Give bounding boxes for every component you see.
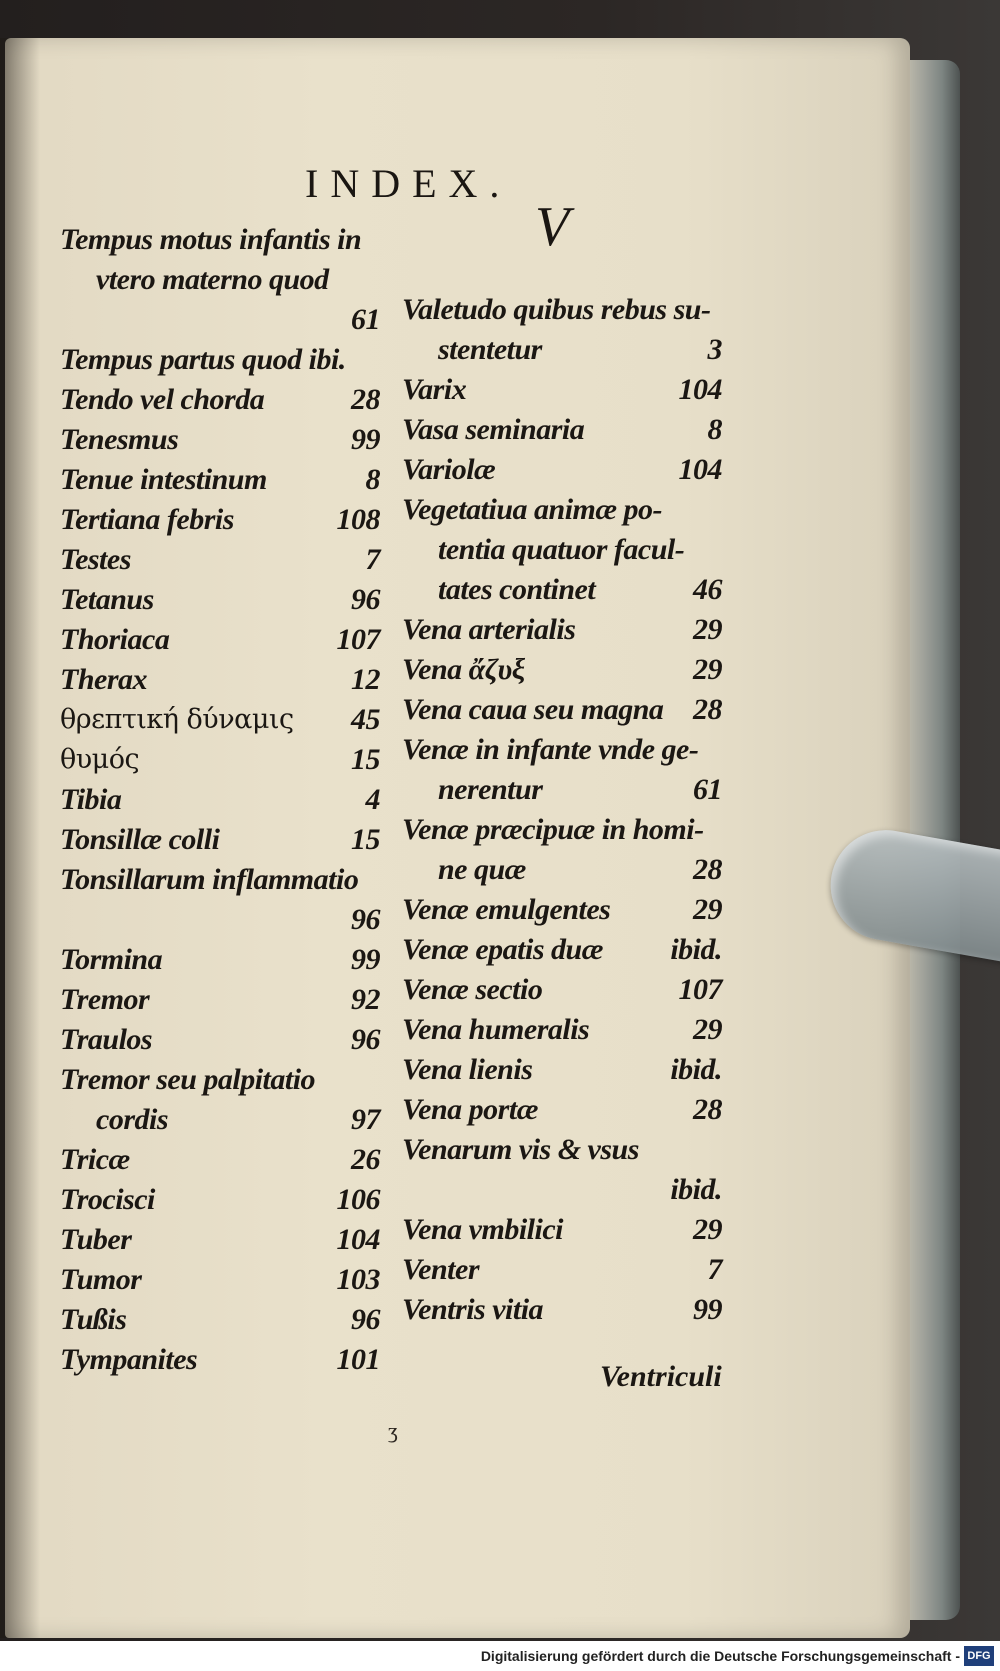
entry-page-number: 3	[707, 333, 722, 366]
index-column-left	[60, 220, 380, 1380]
entry-page-number: 104	[678, 453, 722, 486]
entry-term: Varix	[402, 373, 467, 406]
entry-term: Trocisci	[60, 1183, 155, 1216]
index-entry	[402, 810, 722, 890]
entry-term: Tonsillæ colli	[60, 823, 220, 856]
index-entry	[60, 340, 380, 380]
entry-term: Tonsillarum inflammatio	[60, 863, 359, 896]
spine-shadow	[0, 38, 40, 1638]
index-entry	[60, 460, 380, 500]
index-entry	[60, 820, 380, 860]
entry-term: Vena lienis	[402, 1053, 533, 1086]
entry-term: Venæ sectio	[402, 973, 543, 1006]
footer-credit: Digitalisierung gefördert durch die Deutsche Forschungsgemeinschaft -	[480, 1648, 960, 1664]
entry-page-number: 61	[693, 773, 722, 806]
entry-term: Tußis	[60, 1303, 127, 1336]
entry-page-number: 7	[365, 543, 380, 576]
entry-page-number: 92	[351, 983, 380, 1016]
entry-term: Thoriaca	[60, 623, 170, 656]
index-entry	[60, 620, 380, 660]
entry-term: Venæ emulgentes	[402, 893, 611, 926]
index-entry	[402, 410, 722, 450]
entry-term: Tetanus	[60, 583, 154, 616]
index-entry	[60, 1140, 380, 1180]
running-head: INDEX.	[305, 161, 512, 206]
entry-page-number: ibid.	[670, 933, 722, 966]
entry-page-number: 29	[693, 1213, 722, 1246]
entry-page-number: 15	[351, 823, 380, 856]
entry-page-number: 96	[351, 1303, 380, 1336]
index-entry	[60, 500, 380, 540]
index-entry	[60, 540, 380, 580]
entry-page-number: 96	[351, 1023, 380, 1056]
index-entry	[60, 1060, 380, 1140]
entry-term: Venæ præcipuæ in homi-	[402, 813, 704, 846]
entry-page-number: 29	[693, 653, 722, 686]
entry-term: Venæ in infante vnde ge-	[402, 733, 699, 766]
entry-term: Tumor	[60, 1263, 142, 1296]
entry-page-number: 97	[351, 1103, 380, 1136]
entry-page-number: 15	[351, 743, 380, 776]
entry-page-number: 99	[351, 943, 380, 976]
entry-page-number: 104	[678, 373, 722, 406]
entry-term: Tremor seu palpitatio	[60, 1063, 316, 1096]
index-entry	[402, 370, 722, 410]
section-letter: V	[535, 196, 570, 258]
index-entry	[402, 970, 722, 1010]
entry-page-number: 29	[693, 613, 722, 646]
entry-page-number: 107	[336, 623, 380, 656]
entry-page-number: 8	[707, 413, 722, 446]
entry-page-number: 96	[351, 583, 380, 616]
index-entry	[60, 1260, 380, 1300]
index-column-right	[402, 290, 722, 1330]
index-entry	[60, 220, 380, 340]
entry-term-continued: cordis	[96, 1103, 168, 1136]
entry-page-number: 45	[351, 703, 380, 736]
catchword: Ventriculi	[600, 1360, 722, 1393]
index-entry	[402, 930, 722, 970]
entry-term: Vegetatiua animæ po-	[402, 493, 663, 526]
entry-page-number: 29	[693, 893, 722, 926]
entry-term: Tempus motus infantis in	[60, 223, 362, 256]
index-entry	[60, 380, 380, 420]
entry-term: Tendo vel chorda	[60, 383, 265, 416]
entry-term: Tremor	[60, 983, 150, 1016]
index-entry	[402, 1050, 722, 1090]
entry-term: Tricæ	[60, 1143, 130, 1176]
entry-page-number: 61	[351, 303, 380, 336]
entry-term: θυμός	[60, 744, 140, 775]
entry-page-number: ibid.	[670, 1173, 722, 1206]
entry-term: Variolæ	[402, 453, 496, 486]
entry-term: Vena caua seu magna	[402, 693, 664, 726]
index-entry	[60, 860, 380, 940]
entry-page-number: 28	[693, 693, 722, 726]
entry-term: Valetudo quibus rebus su-	[402, 293, 711, 326]
entry-term-continued: nerentur	[438, 773, 543, 806]
index-entry	[402, 1090, 722, 1130]
entry-page-number: 106	[336, 1183, 380, 1216]
index-entry	[402, 290, 722, 370]
entry-term: Venter	[402, 1253, 480, 1286]
index-entry	[60, 1020, 380, 1060]
entry-page-number: ibid.	[670, 1053, 722, 1086]
index-entry	[402, 490, 722, 610]
index-entry	[402, 650, 722, 690]
entry-term: Ventris vitia	[402, 1293, 544, 1326]
entry-page-number: 28	[693, 1093, 722, 1126]
index-entry	[60, 1300, 380, 1340]
entry-term: Tuber	[60, 1223, 132, 1256]
index-entry	[60, 1220, 380, 1260]
entry-term: Tertiana febris	[60, 503, 234, 536]
index-entry	[60, 980, 380, 1020]
entry-term-continued: vtero materno quod	[96, 263, 329, 296]
index-entry	[60, 700, 380, 740]
entry-page-number: 107	[678, 973, 722, 1006]
index-entry	[60, 940, 380, 980]
entry-term: Venæ epatis duæ	[402, 933, 603, 966]
entry-page-number: 28	[693, 853, 722, 886]
index-entry	[60, 580, 380, 620]
entry-page-number: 28	[351, 383, 380, 416]
entry-term: Therax	[60, 663, 147, 696]
entry-term: Tenue intestinum	[60, 463, 267, 496]
entry-term: Vena vmbilici	[402, 1213, 563, 1246]
entry-term-continued: stentetur	[438, 333, 542, 366]
index-entry	[402, 450, 722, 490]
entry-page-number: 96	[351, 903, 380, 936]
entry-term: Traulos	[60, 1023, 153, 1056]
entry-term: θρεπτική δύναμις	[60, 704, 294, 735]
index-entry	[402, 690, 722, 730]
entry-page-number: 8	[365, 463, 380, 496]
entry-page-number: 7	[707, 1253, 722, 1286]
entry-term: Tempus partus quod ibi.	[60, 343, 346, 376]
index-entry	[402, 1130, 722, 1210]
entry-term: Vena ἄζυξ	[402, 653, 525, 686]
entry-term: Testes	[60, 543, 131, 576]
index-entry	[60, 780, 380, 820]
index-entry	[60, 1180, 380, 1220]
index-entry	[402, 890, 722, 930]
index-entry	[60, 420, 380, 460]
index-entry	[60, 1340, 380, 1380]
entry-term: Vena humeralis	[402, 1013, 590, 1046]
entry-term-continued: ne quæ	[438, 853, 526, 886]
entry-page-number: 103	[336, 1263, 380, 1296]
entry-term: Vena portæ	[402, 1093, 538, 1126]
dfg-logo: DFG	[964, 1646, 994, 1666]
index-entry	[402, 1290, 722, 1330]
entry-term: Tibia	[60, 783, 122, 816]
entry-page-number: 46	[693, 573, 722, 606]
entry-term: Venarum vis & vsus	[402, 1133, 639, 1166]
entry-page-number: 108	[336, 503, 380, 536]
entry-term-continued: tentia quatuor facul-	[438, 533, 685, 566]
entry-page-number: 26	[351, 1143, 380, 1176]
index-entry	[60, 660, 380, 700]
index-entry	[402, 610, 722, 650]
entry-page-number: 101	[336, 1343, 380, 1376]
entry-term: Vena arterialis	[402, 613, 576, 646]
index-entry	[402, 730, 722, 810]
entry-page-number: 99	[351, 423, 380, 456]
entry-page-number: 99	[693, 1293, 722, 1326]
index-entry	[402, 1250, 722, 1290]
entry-term: Vasa seminaria	[402, 413, 585, 446]
entry-term: Tympanites	[60, 1343, 198, 1376]
entry-term: Tenesmus	[60, 423, 179, 456]
index-entry	[402, 1010, 722, 1050]
entry-page-number: 29	[693, 1013, 722, 1046]
signature-mark: ʒ	[388, 1418, 398, 1443]
entry-term: Tormina	[60, 943, 163, 976]
entry-page-number: 12	[351, 663, 380, 696]
entry-term-continued: tates continet	[438, 573, 596, 606]
entry-page-number: 4	[365, 783, 380, 816]
index-entry	[402, 1210, 722, 1250]
entry-page-number: 104	[336, 1223, 380, 1256]
index-entry	[60, 740, 380, 780]
